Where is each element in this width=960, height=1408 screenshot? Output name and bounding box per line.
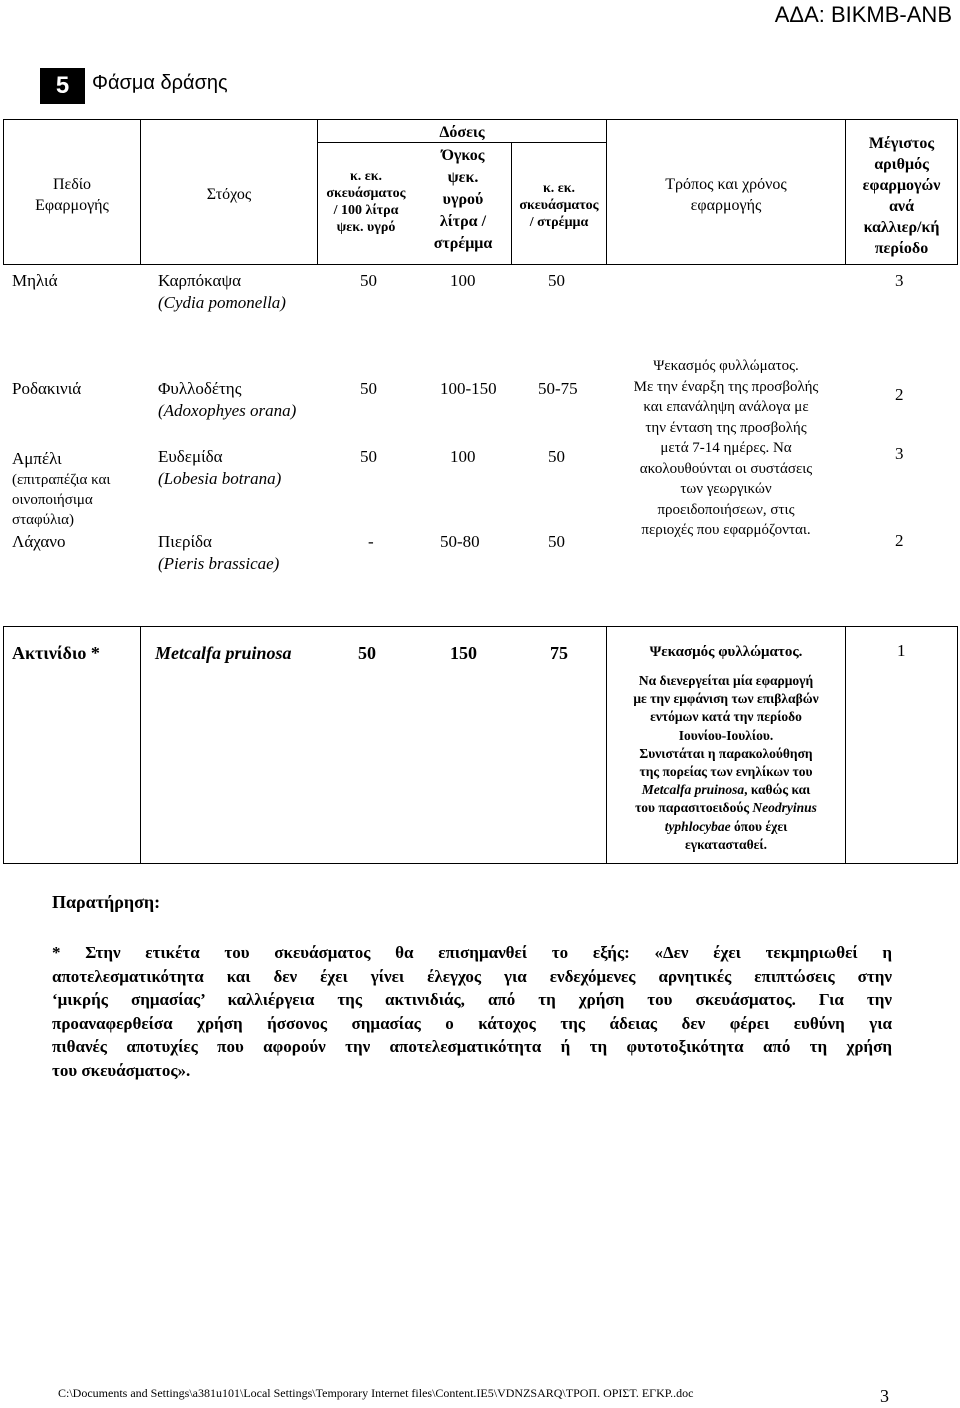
target-kiwi: Metcalfa pruinosa xyxy=(155,643,292,663)
header-max-applications: Μέγιστος αριθμός εφαρμογών ανά καλλιερ/κή περίοδο xyxy=(862,135,941,257)
max-cabbage: 2 xyxy=(895,531,904,550)
dose3-cabbage: 50 xyxy=(548,532,565,551)
max-apple: 3 xyxy=(895,271,904,290)
dose1-cabbage: - xyxy=(368,532,374,551)
dose2-cabbage: 50-80 xyxy=(440,532,480,551)
header-spray-volume: Όγκος ψεκ. υγρού λίτρα / στρέμμα xyxy=(433,147,493,252)
dose1-apple: 50 xyxy=(360,271,377,290)
remark-text: * Στην ετικέτα του σκευάσματος θα επισημανθεί το εξής: «Δεν έχει τεκμηριωθεί η αποτελεσματικότητα και δεν έχει γίνει έλεγχος για ενδεχόμενες αρνητικές επιπτώσεις στην ‘μικρής σημασίας’ καλλιέργεια της ακτινιδιάς, από τη χρήση του σκευάσματος. Για την προαναφερθείσα χρήση ήσσονος σημασίας ο κάτοχος της άδειας δεν φέρει ευθύνη για πιθανές αποτυχίες που αφορούν την αποτελεσματικότητα ή τη φυτοτοξικότητα από τη χρήση του σκευάσματος». xyxy=(52,943,892,1080)
dose2-vine: 100 xyxy=(450,447,476,466)
crop-vine: Αμπέλι (επιτραπέζια και οινοποιήσιμα σταφύλια) xyxy=(12,449,111,528)
target-vine: Ευδεμίδα (Lobesia botrana) xyxy=(158,447,282,488)
dose1-peach: 50 xyxy=(360,379,377,398)
max-vine: 3 xyxy=(895,444,904,463)
remark-title: Παρατήρηση: xyxy=(52,892,161,912)
method-group: Ψεκασμός φυλλώματος. Με την έναρξη της προσβολής και επανάληψη ανάλογα με την ένταση της προσβολής μετά 7-14 ημέρες. Να ακολουθούνται οι συστάσεις των γεωργικών προειδοποιήσεων, στις περιοχές που εφαρμόζονται. xyxy=(633,358,819,538)
section-title: Φάσμα δράσης xyxy=(92,72,228,94)
dose2-kiwi: 150 xyxy=(450,643,477,663)
header-dose-per-100l: κ. εκ. σκευάσματος / 100 λίτρα ψεκ. υγρό xyxy=(326,169,406,235)
max-kiwi: 1 xyxy=(897,641,906,660)
ada-code: ΑΔΑ: ΒΙΚΜΒ-ΑΝΒ xyxy=(774,2,952,27)
crop-apple: Μηλιά xyxy=(12,271,58,290)
dose1-kiwi: 50 xyxy=(358,643,376,663)
dose3-apple: 50 xyxy=(548,271,565,290)
max-peach: 2 xyxy=(895,385,904,404)
target-cabbage: Πιερίδα (Pieris brassicae) xyxy=(158,532,280,573)
footer-path: C:\Documents and Settings\a381u101\Local Settings\Temporary Internet files\Content.IE5\VDNZSARQ\ΤΡΟΠ. ΟΡΙΣΤ. ΕΓΚΡ..doc xyxy=(58,1386,694,1400)
dose3-vine: 50 xyxy=(548,447,565,466)
method-kiwi-title: Ψεκασμός φυλλώματος. xyxy=(649,644,803,660)
crop-peach: Ροδακινιά xyxy=(12,379,82,398)
crop-cabbage: Λάχανο xyxy=(12,532,66,551)
target-peach: Φυλλοδέτης (Adoxophyes orana) xyxy=(158,379,297,420)
dose3-kiwi: 75 xyxy=(550,643,568,663)
crop-kiwi: Ακτινίδιο * xyxy=(12,643,100,663)
header-method: Τρόπος και χρόνος εφαρμογής xyxy=(665,176,787,214)
dose3-peach: 50-75 xyxy=(538,379,578,398)
dose2-peach: 100-150 xyxy=(440,379,497,398)
dose2-apple: 100 xyxy=(450,271,476,290)
header-dose-per-stremma: κ. εκ. σκευάσματος / στρέμμα xyxy=(519,181,599,230)
header-doses: Δόσεις xyxy=(439,124,485,141)
header-target: Στόχος xyxy=(206,186,252,203)
method-kiwi-details: Να διενεργείται μία εφαρμογή με την εμφάνιση των επιβλαβών εντόμων κατά την περίοδο Ιουνίου-Ιουλίου. Συνιστάται η παρακολούθηση της πορείας των ενηλίκων του Metcalfa pruinosa, καθώς και του παρασιτοειδούς Neodryinus typhlocybae όπου έχει εγκατασταθεί. xyxy=(633,673,819,852)
section-number: 5 xyxy=(40,68,85,104)
dose1-vine: 50 xyxy=(360,447,377,466)
target-apple: Καρπόκαψα (Cydia pomonella) xyxy=(158,271,286,312)
page-number: 3 xyxy=(880,1386,889,1406)
header-field: Πεδίο Εφαρμογής xyxy=(35,176,109,214)
